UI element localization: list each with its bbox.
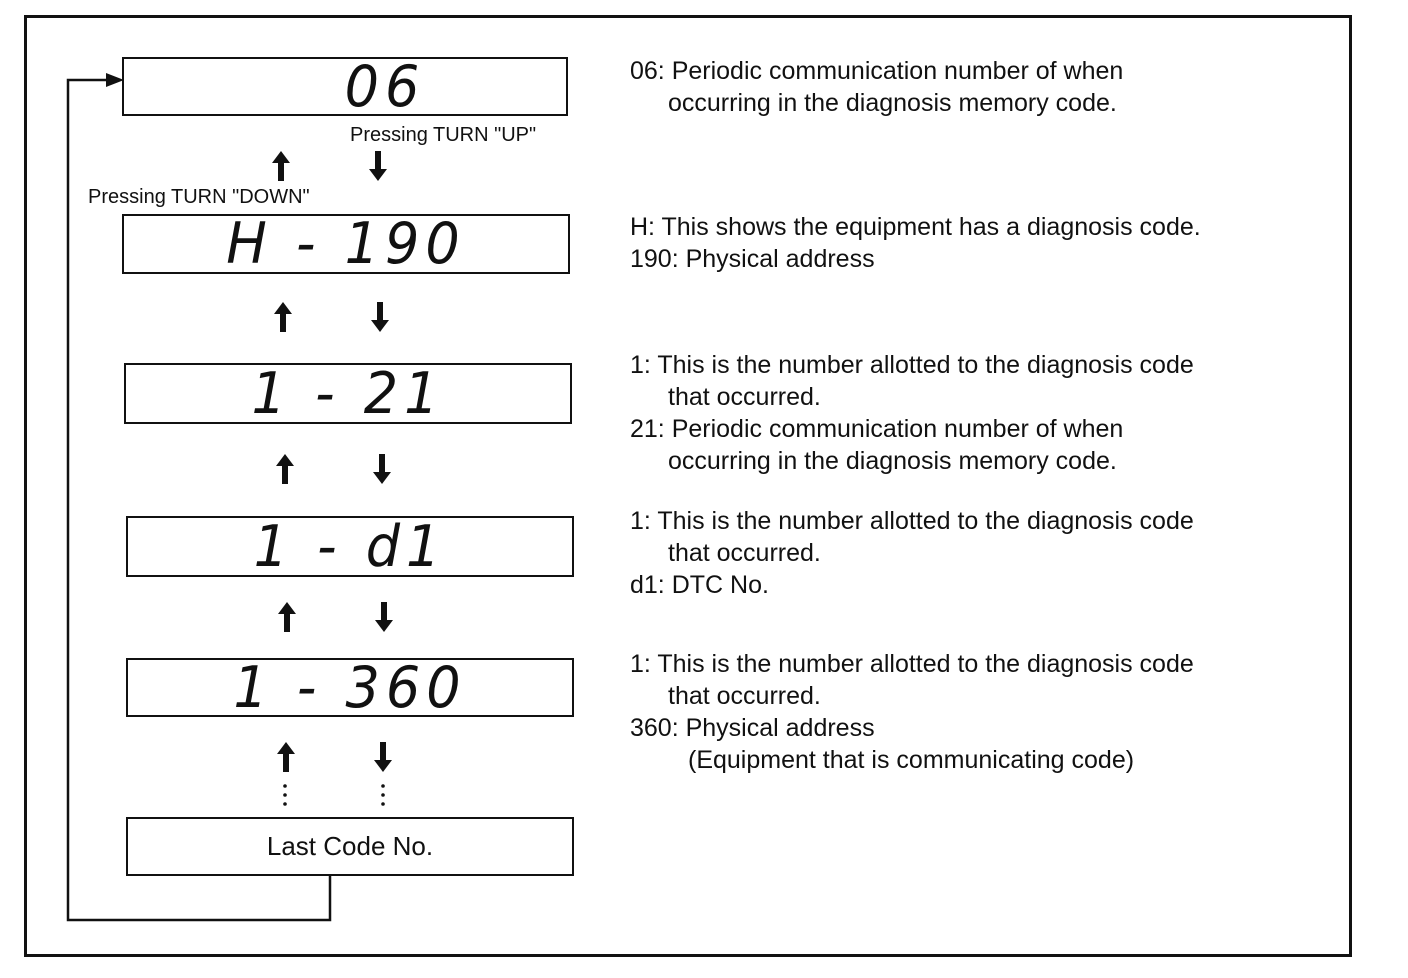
display-code: 1 - 21 — [251, 359, 445, 427]
arrow-down-icon — [371, 302, 389, 332]
description-1-21 — [630, 349, 1194, 477]
description-line: 21: Periodic communication number of when — [630, 415, 1124, 443]
description-line: H: This shows the equipment has a diagnosis code. — [630, 213, 1201, 241]
arrow-up-icon — [276, 454, 294, 484]
description-line: 1: This is the number allotted to the diagnosis code — [630, 351, 1194, 379]
display-code: 1 - d1 — [253, 512, 447, 580]
display-code: H - 190 — [226, 210, 466, 277]
display-code: Last Code No. — [266, 831, 434, 861]
continuation-dots — [283, 784, 385, 806]
description-line: occurring in the diagnosis memory code. — [668, 89, 1117, 117]
arrow-down-icon — [374, 742, 392, 772]
description-line: 190: Physical address — [630, 245, 875, 273]
display-code: 1 - 360 — [233, 653, 467, 721]
arrow-up-icon — [277, 742, 295, 772]
arrow-down-icon — [369, 151, 387, 181]
description-line: that occurred. — [668, 383, 821, 411]
arrow-up-icon — [272, 151, 290, 181]
description-line: 06: Periodic communication number of when — [630, 57, 1124, 85]
return-loop-arrowhead — [106, 73, 124, 87]
arrow-down-icon — [373, 454, 391, 484]
arrow-up-icon — [278, 602, 296, 632]
description-line: d1: DTC No. — [630, 571, 769, 599]
return-loop-line — [68, 80, 330, 920]
arrow-down-icon — [375, 602, 393, 632]
arrow-up-icon — [274, 302, 292, 332]
description-line: (Equipment that is communicating code) — [688, 746, 1135, 774]
description-1-360 — [630, 648, 1194, 776]
display-code: 06 — [344, 52, 426, 120]
label-turn-up: Pressing TURN "UP" — [350, 124, 537, 146]
description-line: 1: This is the number allotted to the diagnosis code — [630, 650, 1194, 678]
description-line: 360: Physical address — [630, 714, 875, 742]
description-line: 1: This is the number allotted to the diagnosis code — [630, 507, 1194, 535]
description-line: that occurred. — [668, 682, 821, 710]
description-1-d1 — [630, 505, 1194, 601]
description-06 — [630, 55, 1123, 119]
label-turn-down: Pressing TURN "DOWN" — [88, 186, 310, 208]
description-h-190 — [630, 211, 1201, 275]
description-line: occurring in the diagnosis memory code. — [668, 447, 1117, 475]
description-line: that occurred. — [668, 539, 821, 567]
